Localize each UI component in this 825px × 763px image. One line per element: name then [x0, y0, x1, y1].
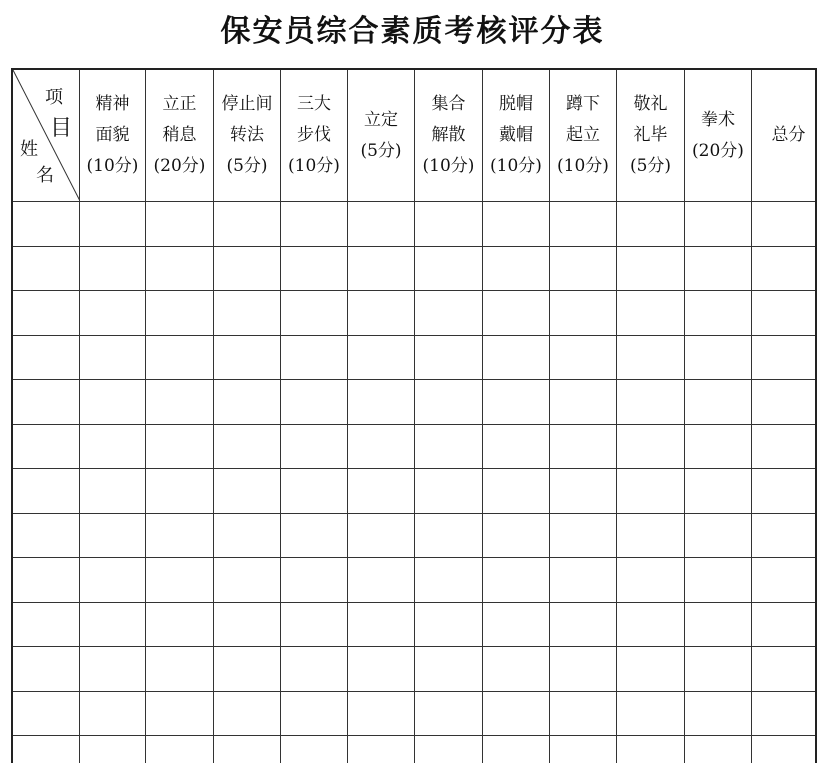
score-cell[interactable] [752, 469, 818, 514]
score-cell[interactable] [281, 424, 348, 469]
score-cell[interactable] [752, 246, 818, 291]
score-cell[interactable] [146, 602, 214, 647]
column-header-line: 拳术 [701, 109, 735, 130]
score-cell[interactable] [214, 291, 281, 336]
score-cell[interactable] [415, 558, 483, 603]
column-header-line: (10分) [490, 156, 542, 176]
score-cell[interactable] [752, 380, 818, 425]
score-cell[interactable] [80, 291, 146, 336]
score-cell[interactable] [80, 335, 146, 380]
score-cell[interactable] [483, 246, 550, 291]
score-cell[interactable] [214, 202, 281, 247]
score-cell[interactable] [752, 558, 818, 603]
table-row [13, 558, 818, 603]
score-table [12, 69, 817, 763]
score-cell[interactable] [617, 380, 685, 425]
score-cell[interactable] [281, 647, 348, 692]
score-cell[interactable] [80, 424, 146, 469]
column-header-line: (10分) [86, 156, 139, 176]
score-cell[interactable] [146, 691, 214, 736]
score-cell[interactable] [281, 513, 348, 558]
score-cell[interactable] [281, 736, 348, 763]
score-cell[interactable] [281, 691, 348, 736]
table-row [13, 647, 818, 692]
name-cell[interactable] [13, 469, 80, 514]
score-cell[interactable] [415, 202, 483, 247]
score-cell[interactable] [80, 469, 146, 514]
score-cell[interactable] [214, 424, 281, 469]
name-cell[interactable] [13, 513, 80, 558]
column-header [348, 70, 415, 202]
score-cell[interactable] [80, 558, 146, 603]
score-cell[interactable] [146, 647, 214, 692]
score-cell[interactable] [752, 335, 818, 380]
score-cell[interactable] [348, 246, 415, 291]
score-cell[interactable] [214, 513, 281, 558]
column-header-line: 转法 [230, 125, 264, 145]
score-cell[interactable] [80, 380, 146, 425]
score-cell[interactable] [348, 424, 415, 469]
table-row [13, 335, 818, 380]
score-cell[interactable] [483, 513, 550, 558]
column-header-line: 解散 [431, 125, 466, 145]
score-cell[interactable] [617, 513, 685, 558]
score-cell[interactable] [752, 513, 818, 558]
score-cell[interactable] [348, 380, 415, 425]
score-cell[interactable] [146, 513, 214, 558]
table-row [13, 513, 818, 558]
score-cell[interactable] [483, 291, 550, 336]
score-cell[interactable] [752, 291, 818, 336]
score-cell[interactable] [80, 602, 146, 647]
score-cell[interactable] [685, 424, 752, 469]
column-header-line: 三大 [297, 94, 331, 114]
column-header-line: 起立 [566, 125, 600, 145]
score-cell[interactable] [214, 380, 281, 425]
column-header-line: 面貌 [95, 125, 130, 145]
score-cell[interactable] [483, 424, 550, 469]
column-header-line: 集合 [431, 94, 466, 114]
name-cell[interactable] [13, 736, 80, 763]
score-cell[interactable] [550, 335, 617, 380]
score-cell[interactable] [281, 558, 348, 603]
column-header-line: 敬礼 [633, 94, 668, 114]
column-header-line: 立定 [364, 109, 398, 130]
corner-label-item-a: 项 [45, 87, 63, 108]
corner-label-name-b: 名 [36, 165, 54, 186]
score-cell[interactable] [550, 202, 617, 247]
score-cell[interactable] [80, 691, 146, 736]
score-cell[interactable] [550, 424, 617, 469]
table-row [13, 736, 818, 763]
score-sheet [11, 68, 817, 763]
score-cell[interactable] [685, 558, 752, 603]
score-cell[interactable] [483, 202, 550, 247]
column-header-line: 脱帽 [499, 94, 533, 114]
score-cell[interactable] [348, 202, 415, 247]
table-row [13, 202, 818, 247]
score-cell[interactable] [685, 202, 752, 247]
table-row [13, 469, 818, 514]
score-cell[interactable] [483, 335, 550, 380]
column-header-line: (5分) [360, 140, 402, 161]
column-header [550, 70, 617, 202]
score-cell[interactable] [415, 736, 483, 763]
column-header [617, 70, 685, 202]
score-cell[interactable] [415, 647, 483, 692]
table-row [13, 246, 818, 291]
score-cell[interactable] [550, 736, 617, 763]
column-header-line: (5分) [226, 156, 268, 176]
score-cell[interactable] [415, 291, 483, 336]
score-cell[interactable] [752, 202, 818, 247]
score-cell[interactable] [550, 691, 617, 736]
score-cell[interactable] [483, 691, 550, 736]
score-cell[interactable] [483, 647, 550, 692]
table-row [13, 291, 818, 336]
score-cell[interactable] [550, 558, 617, 603]
score-cell[interactable] [550, 602, 617, 647]
corner-label-name-a: 姓 [20, 139, 38, 160]
score-cell[interactable] [617, 469, 685, 514]
table-row [13, 380, 818, 425]
column-header-line: (10分) [288, 156, 340, 176]
score-cell[interactable] [415, 380, 483, 425]
table-row [13, 424, 818, 469]
column-header [146, 70, 214, 202]
score-cell[interactable] [685, 647, 752, 692]
column-header-line: (20分) [153, 156, 206, 176]
column-header-line: 戴帽 [499, 125, 533, 145]
page-title: 保安员综合素质考核评分表 [220, 14, 605, 49]
score-cell[interactable] [483, 558, 550, 603]
score-cell[interactable] [685, 736, 752, 763]
score-cell[interactable] [617, 558, 685, 603]
score-cell[interactable] [214, 736, 281, 763]
name-cell[interactable] [13, 424, 80, 469]
column-header-line: 礼毕 [633, 125, 668, 145]
column-header [483, 70, 550, 202]
column-header [80, 70, 146, 202]
header-row [13, 70, 818, 202]
name-cell[interactable] [13, 380, 80, 425]
name-cell[interactable] [13, 691, 80, 736]
score-cell[interactable] [348, 602, 415, 647]
score-cell[interactable] [415, 691, 483, 736]
score-cell[interactable] [80, 246, 146, 291]
name-cell[interactable] [13, 246, 80, 291]
column-header-line: 总分 [771, 125, 806, 145]
score-cell[interactable] [483, 736, 550, 763]
name-cell[interactable] [13, 647, 80, 692]
column-header [214, 70, 281, 202]
score-cell[interactable] [483, 469, 550, 514]
column-header-line: 精神 [95, 94, 130, 114]
score-cell[interactable] [281, 380, 348, 425]
score-cell[interactable] [146, 736, 214, 763]
score-cell[interactable] [146, 558, 214, 603]
score-cell[interactable] [80, 513, 146, 558]
score-cell[interactable] [348, 736, 415, 763]
score-cell[interactable] [752, 736, 818, 763]
score-cell[interactable] [348, 469, 415, 514]
score-cell[interactable] [348, 291, 415, 336]
score-cell[interactable] [214, 335, 281, 380]
score-cell[interactable] [146, 380, 214, 425]
score-cell[interactable] [550, 380, 617, 425]
score-cell[interactable] [146, 424, 214, 469]
score-cell[interactable] [685, 291, 752, 336]
score-cell[interactable] [617, 424, 685, 469]
name-cell[interactable] [13, 335, 80, 380]
score-cell[interactable] [550, 469, 617, 514]
score-cell[interactable] [146, 291, 214, 336]
score-cell[interactable] [214, 469, 281, 514]
score-cell[interactable] [415, 424, 483, 469]
score-cell[interactable] [415, 602, 483, 647]
score-cell[interactable] [281, 246, 348, 291]
score-cell[interactable] [617, 246, 685, 291]
score-cell[interactable] [146, 202, 214, 247]
name-cell[interactable] [13, 291, 80, 336]
name-cell[interactable] [13, 558, 80, 603]
column-header-line: (10分) [557, 156, 609, 176]
score-cell[interactable] [617, 602, 685, 647]
corner-header-cell [13, 70, 80, 202]
score-cell[interactable] [146, 335, 214, 380]
column-header-line: 停止间 [221, 94, 273, 114]
score-cell[interactable] [281, 291, 348, 336]
score-cell[interactable] [415, 469, 483, 514]
score-cell[interactable] [146, 469, 214, 514]
score-cell[interactable] [214, 647, 281, 692]
score-cell[interactable] [483, 380, 550, 425]
score-cell[interactable] [685, 513, 752, 558]
score-cell[interactable] [617, 202, 685, 247]
column-header-line: 蹲下 [566, 94, 600, 114]
score-cell[interactable] [617, 736, 685, 763]
score-cell[interactable] [214, 558, 281, 603]
score-cell[interactable] [685, 691, 752, 736]
score-cell[interactable] [348, 691, 415, 736]
score-cell[interactable] [752, 602, 818, 647]
score-cell[interactable] [685, 469, 752, 514]
score-cell[interactable] [752, 647, 818, 692]
score-cell[interactable] [348, 558, 415, 603]
score-cell[interactable] [348, 335, 415, 380]
score-table-body [13, 202, 818, 763]
score-cell[interactable] [685, 380, 752, 425]
score-cell[interactable] [617, 691, 685, 736]
score-cell[interactable] [550, 647, 617, 692]
score-cell[interactable] [415, 335, 483, 380]
score-cell[interactable] [214, 602, 281, 647]
score-cell[interactable] [415, 246, 483, 291]
score-cell[interactable] [214, 246, 281, 291]
score-cell[interactable] [752, 424, 818, 469]
corner-label-item-b: 目 [50, 116, 73, 141]
score-cell[interactable] [281, 335, 348, 380]
table-row [13, 691, 818, 736]
score-cell[interactable] [685, 602, 752, 647]
score-cell[interactable] [483, 602, 550, 647]
column-header [415, 70, 483, 202]
column-header-line: 稍息 [162, 125, 197, 145]
score-cell[interactable] [550, 246, 617, 291]
score-cell[interactable] [550, 513, 617, 558]
column-header [752, 70, 818, 202]
column-header [685, 70, 752, 202]
score-cell[interactable] [348, 513, 415, 558]
score-cell[interactable] [617, 335, 685, 380]
table-row [13, 602, 818, 647]
score-cell[interactable] [281, 469, 348, 514]
score-cell[interactable] [617, 291, 685, 336]
name-cell[interactable] [13, 202, 80, 247]
column-header [281, 70, 348, 202]
score-cell[interactable] [550, 291, 617, 336]
score-cell[interactable] [617, 647, 685, 692]
score-cell[interactable] [752, 691, 818, 736]
column-header-line: 立正 [162, 94, 197, 114]
score-cell[interactable] [415, 513, 483, 558]
column-header-line: (20分) [692, 140, 744, 161]
score-cell[interactable] [146, 246, 214, 291]
score-cell[interactable] [80, 202, 146, 247]
score-cell[interactable] [80, 736, 146, 763]
score-cell[interactable] [685, 335, 752, 380]
column-header-line: (5分) [629, 156, 672, 176]
score-cell[interactable] [80, 647, 146, 692]
score-cell[interactable] [281, 202, 348, 247]
score-cell[interactable] [281, 602, 348, 647]
score-cell[interactable] [685, 246, 752, 291]
score-cell[interactable] [348, 647, 415, 692]
score-cell[interactable] [214, 691, 281, 736]
column-header-line: 步伐 [297, 125, 331, 145]
name-cell[interactable] [13, 602, 80, 647]
column-header-line: (10分) [422, 156, 475, 176]
